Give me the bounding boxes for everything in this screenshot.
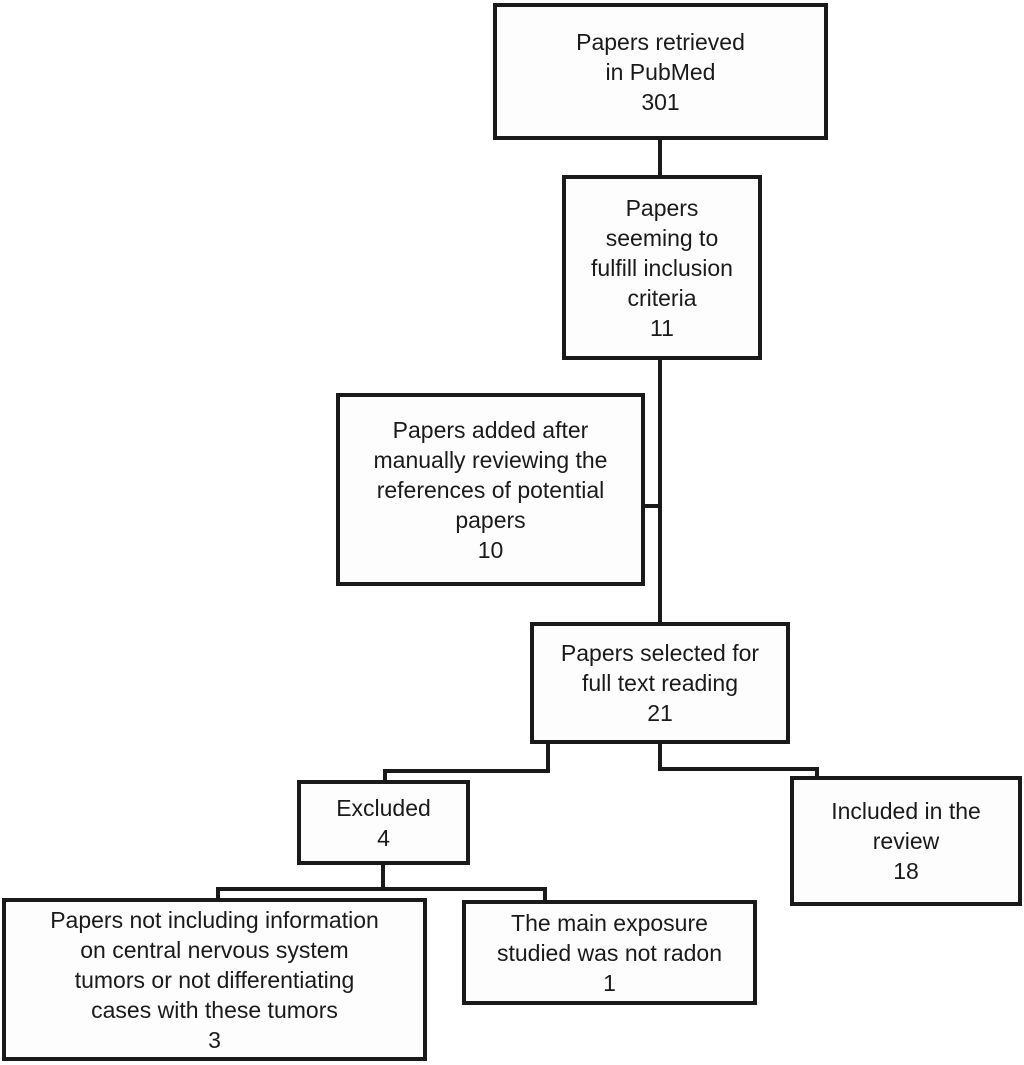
node-excluded-cns-tumors-label: Papers not including information on central nervous system tumors or not differentiating cases with these tumors	[50, 906, 379, 1023]
connector-retrieved-to-inclusion	[658, 140, 662, 175]
connector-full-text-to-included-drop	[815, 767, 819, 776]
node-papers-retrieved	[493, 3, 828, 140]
connector-added-to-trunk	[643, 504, 662, 508]
node-excluded-label: Excluded	[336, 794, 431, 821]
node-excluded-cns-tumors-count: 3	[208, 1026, 221, 1053]
node-excluded-not-radon-label: The main exposure studied was not radon	[496, 909, 723, 966]
node-papers-retrieved-label: Papers retrieved in PubMed	[576, 28, 745, 85]
node-papers-added-count: 10	[477, 536, 504, 563]
node-excluded-cns-tumors	[2, 898, 427, 1061]
connector-full-text-to-excluded-drop	[383, 769, 387, 780]
node-included-in-review	[790, 776, 1022, 906]
node-papers-inclusion-label: Papers seeming to fulfill inclusion criteria	[591, 194, 733, 311]
connector-full-text-to-excluded-across	[383, 769, 550, 773]
node-included-in-review-count: 18	[893, 858, 919, 884]
node-papers-inclusion	[562, 175, 762, 360]
node-excluded-count: 4	[377, 824, 390, 851]
node-papers-added	[336, 393, 645, 586]
node-papers-full-text-count: 21	[647, 700, 673, 726]
node-papers-full-text	[530, 622, 790, 744]
connector-excluded-to-cns-drop	[216, 887, 220, 898]
connector-excluded-split-across	[216, 887, 547, 891]
connector-full-text-to-included-across	[658, 767, 819, 771]
node-papers-full-text-label: Papers selected for full text reading	[560, 640, 760, 696]
connector-inclusion-to-full-text	[658, 360, 662, 622]
node-papers-inclusion-count: 11	[650, 314, 674, 341]
node-included-in-review-label: Included in the review	[831, 798, 981, 854]
node-papers-added-label: Papers added after manually reviewing the references of potential papers	[373, 416, 608, 533]
node-excluded-not-radon-count: 1	[603, 969, 616, 996]
node-excluded-not-radon	[462, 900, 757, 1005]
node-excluded	[297, 780, 470, 865]
connector-excluded-to-radon-drop	[543, 887, 547, 900]
node-papers-retrieved-count: 301	[641, 88, 680, 115]
